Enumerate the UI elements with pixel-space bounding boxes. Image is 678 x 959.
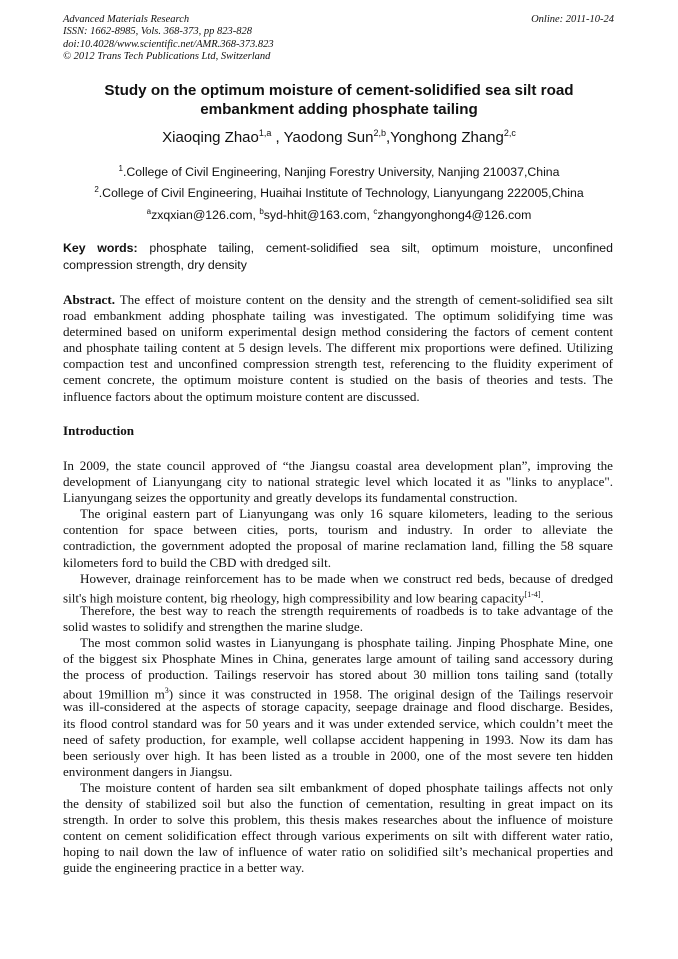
- line-text: its flood control standard was for 50 years and it was under extended service, which couldn’t meet the: [63, 715, 613, 731]
- line-text: of the biggest six Phosphate Mines in China, generates large amount of tailing sand accessory during: [63, 651, 613, 667]
- text-line: [63, 522, 613, 538]
- text-line: [63, 490, 613, 506]
- text-line: [63, 635, 613, 651]
- line-text: environment dangers in Jiangsu.: [63, 763, 233, 779]
- text-line: [63, 555, 613, 571]
- journal-header: [63, 14, 274, 64]
- line-text: strength. In order to solve this problem, this thesis makes researches about the influence of moisture: [63, 812, 613, 828]
- text-line: [63, 538, 613, 554]
- email: zhangyonghong4@126.com: [377, 208, 532, 223]
- affil-text: .College of Civil Engineering, Huaihai Institute of Technology, Lianyungang 222005,China: [98, 186, 584, 201]
- citation: [1-4]: [524, 589, 541, 599]
- text-line: [63, 748, 613, 764]
- line-text: content on cement solidification effect through various experiments on silt with different water ratio,: [63, 828, 613, 844]
- text-line: [63, 619, 613, 635]
- affil-text: .College of Civil Engineering, Nanjing Forestry University, Nanjing 210037,China: [122, 165, 560, 180]
- separator: ,: [385, 129, 391, 146]
- punct: .: [540, 590, 544, 606]
- line-text: need of safety production, for example, well collapse accident happening in 1993. Now its dam has: [63, 731, 613, 747]
- line-text: about 19million m: [63, 686, 165, 702]
- text-line: [63, 474, 613, 490]
- author-name: Yonghong Zhang: [390, 129, 504, 146]
- email: syd-hhit@163.com,: [263, 208, 374, 223]
- line-text: However, drainage reinforcement has to be made when we construct red beds, because of dredged: [80, 570, 613, 586]
- line-text: contention for space between cities, ports, tourism and industry. In order to alleviate the: [63, 522, 613, 538]
- title-line: Study on the optimum moisture of cement-solidified sea silt road: [104, 82, 574, 99]
- text-line: [63, 764, 613, 780]
- issn: ISSN: 1662-8985, Vols. 368-373, pp 823-828: [63, 26, 252, 38]
- text-line: [63, 860, 613, 876]
- superscript: 3: [164, 686, 169, 696]
- line-text: kilometers ford to build the CBD with dredged silt.: [63, 554, 332, 570]
- text-line: [63, 292, 613, 308]
- section-heading: Introduction: [63, 423, 135, 438]
- line-text: silt's high moisture content, big rheology, high compressibility and low bearing capacity: [63, 590, 525, 606]
- line-text: hoping to nail down the law of influence of water ratio on solidified silt’s mechanical properties and: [63, 844, 613, 860]
- keywords-label: Key words:: [63, 241, 138, 255]
- line-text: ) since it was constructed in 1958. The original design of the Tailings reservoir: [168, 686, 614, 702]
- line-text: Therefore, the best way to reach the strength requirements of roadbeds is to take advantage of the: [80, 602, 613, 618]
- text-line: [63, 716, 613, 732]
- text-line: [63, 458, 613, 474]
- line-text: contradiction, the government adopted the proposal of marine reclamation land, filling the 58 square: [63, 538, 613, 554]
- text-line: [63, 796, 613, 812]
- line-text: been seriously over high. It has been listed as a trouble in 2000, one of the most severe ten hidden: [63, 747, 613, 763]
- keywords-text: phosphate tailing, cement-solidified sea silt, optimum moisture, unconfined: [149, 241, 613, 255]
- author-name: Yaodong Sun: [283, 129, 374, 146]
- abstract-label: Abstract.: [63, 292, 115, 307]
- emails: [40, 207, 638, 222]
- line-text: road embankment adding phosphate tailing was investigated. The optimum solidifying time was: [63, 308, 613, 324]
- text-line: [63, 571, 613, 587]
- email-mark: b: [259, 207, 264, 216]
- text-line: [63, 844, 613, 860]
- separator: ,: [271, 129, 284, 146]
- line-text: the density of stabilized soil but also the function of cementation, resulting in great impact on its: [63, 795, 613, 811]
- abstract: [63, 292, 613, 405]
- text-line: [63, 651, 613, 667]
- line-text: was ill-considered at the aspects of storage capacity, seepage drainage and flood discharge. Besides,: [63, 699, 613, 715]
- affil-mark: 2: [94, 185, 99, 194]
- text-line: [63, 732, 613, 748]
- line-text: The effect of moisture content on the density and the strength of cement-solidified sea silt: [119, 292, 613, 307]
- line-text: Lianyungang seizes the opportunity and greatly develops its fundamental construction.: [63, 490, 518, 506]
- affil-mark: 1: [118, 164, 123, 173]
- author-affil: 1,a: [258, 128, 272, 138]
- text-line: [63, 356, 613, 372]
- text-line: [63, 308, 613, 324]
- keywords-text: compression strength, dry density: [63, 258, 247, 272]
- text-line: [63, 667, 613, 683]
- line-text: compaction test and unconfined compression strength test, referencing to the fluidity experiment of: [63, 356, 613, 372]
- copyright: © 2012 Trans Tech Publications Ltd, Switzerland: [63, 51, 271, 63]
- line-text: The most common solid wastes in Lianyungang is phosphate tailing. Jinping Phosphate Mine, one: [80, 635, 613, 651]
- text-line: [63, 324, 613, 340]
- doi: doi:10.4028/www.scientific.net/AMR.368-373.823: [63, 38, 274, 50]
- author-affil: 2,c: [503, 128, 516, 138]
- line-text: determined based on uniform experimental design method considering the factors of cement content: [63, 324, 613, 340]
- text-line: [63, 372, 613, 388]
- title-line: embankment adding phosphate tailing: [200, 101, 478, 118]
- line-text: The original eastern part of Lianyungang was only 16 square kilometers, leading to the serious: [80, 506, 613, 522]
- text-line: [63, 506, 613, 522]
- line-text: cement concrete, the optimum moisture content is studied on the basis of theories and tests. The: [63, 372, 613, 388]
- author-affil: 2,b: [373, 128, 386, 138]
- keywords-line: [63, 240, 613, 257]
- author-name: Xiaoqing Zhao: [162, 129, 259, 146]
- line-text: and phosphate tailing content at 5 design levels. The different mix proportions were defined. Utilizing: [63, 340, 613, 356]
- authors: [40, 128, 638, 146]
- keywords: [63, 240, 613, 274]
- email: zxqxian@126.com,: [151, 208, 260, 223]
- line-text: guide the engineering practice in a better way.: [63, 860, 305, 876]
- email-mark: c: [373, 207, 378, 216]
- affiliation: [40, 185, 638, 200]
- text-line: [63, 812, 613, 828]
- text-line: [63, 828, 613, 844]
- text-line: [63, 699, 613, 715]
- email-mark: a: [146, 207, 152, 216]
- text-line: [63, 389, 613, 405]
- line-text: influence factors about the optimum moisture content are discussed.: [63, 388, 420, 404]
- text-line: [63, 587, 613, 606]
- line-text: In 2009, the state council approved of “the Jiangsu coastal area development plan”, improving the: [63, 458, 613, 473]
- line-text: the process of production. Tailings reservoir has stored about 30 million tons tailing sand (totally: [63, 667, 613, 683]
- line-text: solid wastes to solidify and strengthen the marine sludge.: [63, 618, 364, 634]
- paper-title: [40, 81, 638, 119]
- affiliation: [40, 164, 638, 179]
- journal-name: Advanced Materials Research: [63, 14, 190, 25]
- text-line: [63, 603, 613, 619]
- introduction-body: [63, 458, 613, 876]
- text-line: [63, 340, 613, 356]
- text-line: [63, 683, 614, 702]
- line-text: development of Lianyungang city to national strategic level which located it as "links to anyplace".: [63, 474, 613, 490]
- line-text: The moisture content of harden sea silt embankment of doped phosphate tailings affects not only: [80, 779, 613, 795]
- online-date: Online: 2011-10-24: [531, 14, 614, 25]
- text-line: [63, 780, 613, 796]
